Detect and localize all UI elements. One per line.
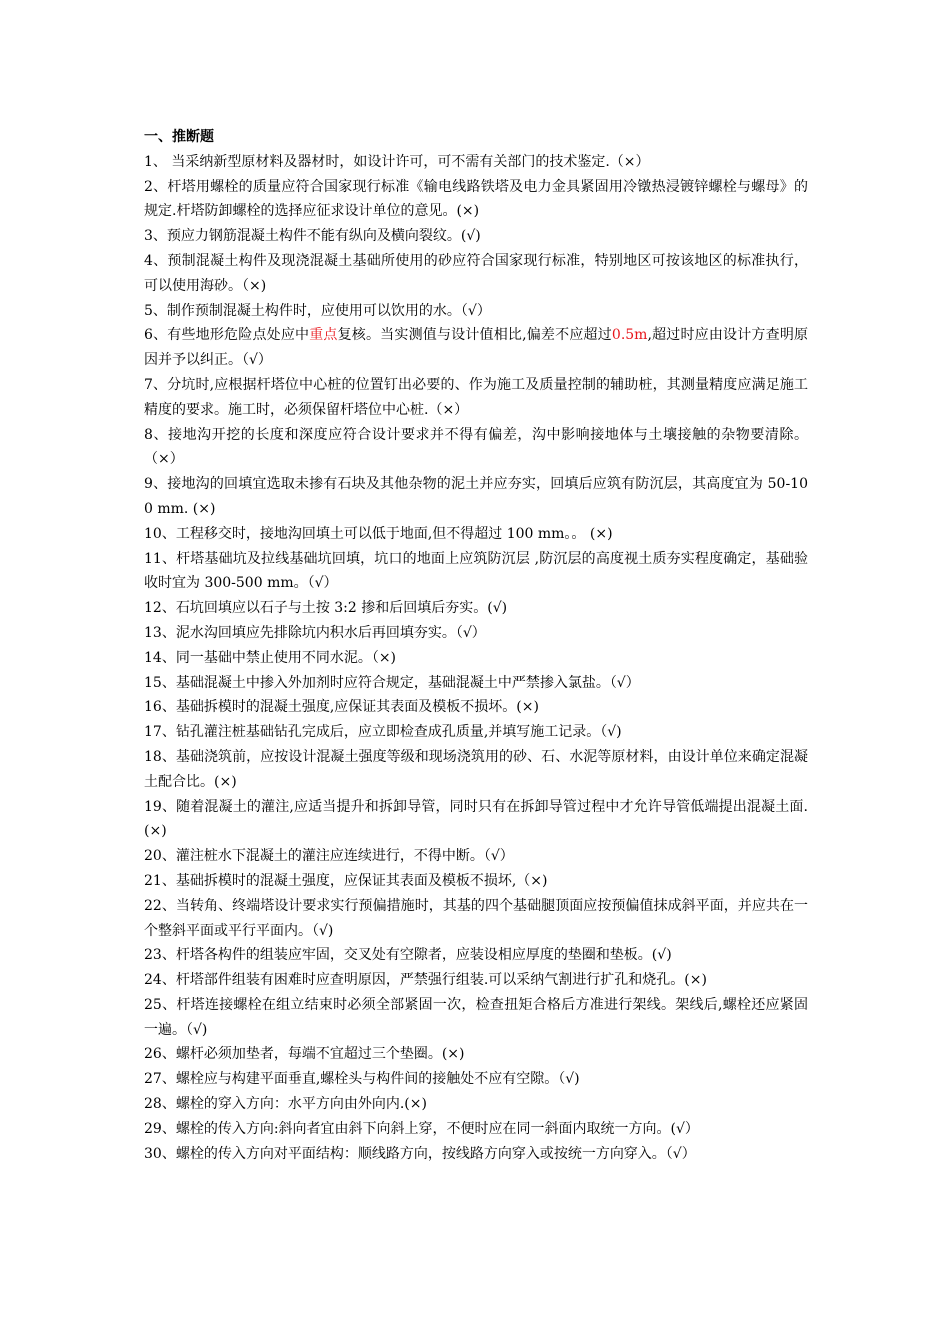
question-item-30: 30、螺栓的传入方向对平面结构：顺线路方向，按线路方向穿入或按统一方向穿入。（√） [144, 1145, 696, 1162]
question-item-13: 13、泥水沟回填应先排除坑内积水后再回填夯实。（√） [144, 624, 486, 641]
question-item-25: 25、杆塔连接螺栓在组立结束时必须全部紧固一次，检查扭矩合格后方准进行架线。架线后,螺栓还应紧固一遍。（√) [144, 996, 808, 1038]
question-item-24: 24、杆塔部件组装有困难时应查明原因，严禁强行组装.可以采纳气割进行扩孔和烧孔。(×) [144, 972, 707, 989]
question-item-3: 3、预应力钢筋混凝土构件不能有纵向及横向裂纹。(√) [144, 228, 481, 245]
question-item-10: 10、工程移交时，接地沟回填土可以低于地面,但不得超过 100 mm。。 (×) [144, 525, 613, 542]
question-item-6-text-start: 6、有些地形危险点处应中 [144, 327, 310, 344]
question-item-23: 23、杆塔各构件的组装应牢固，交叉处有空隙者，应装设相应厚度的垫圈和垫板。(√) [144, 947, 672, 964]
question-item-11: 11、杆塔基础坑及拉线基础坑回填，坑口的地面上应筑防沉层 ,防沉层的高度视土质夯实程度确定，基础验收时宜为 300-500 mm。（√） [144, 550, 808, 592]
question-item-17: 17、钻孔灌注桩基础钻孔完成后，应立即检查成孔质量,并填写施工记录。（√) [144, 724, 622, 741]
question-item-20: 20、灌注桩水下混凝土的灌注应连续进行，不得中断。（√） [144, 848, 514, 865]
question-item-28: 28、螺栓的穿入方向：水平方向由外向内.(×) [144, 1096, 427, 1113]
question-item-6-text-end: ,超过时应由设计方查明原因并予以纠正。（√） [144, 327, 809, 369]
question-item-27: 27、螺栓应与构建平面垂直,螺栓头与构件间的接触处不应有空隙。（√) [144, 1071, 580, 1088]
document-page [144, 125, 808, 1166]
question-item-4: 4、预制混凝土构件及现浇混凝土基础所使用的砂应符合国家现行标准，特别地区可按该地区的标准执行，可以使用海砂。（×) [144, 252, 808, 294]
highlight-key-point: 重点 [309, 327, 338, 344]
question-item-9: 9、接地沟的回填宜选取未掺有石块及其他杂物的泥土并应夯实，回填后应筑有防沉层，其高度宜为 50-100 mm. (×) [144, 476, 808, 517]
section-title: 一、推断题 [144, 129, 214, 145]
question-item-26: 26、螺杆必须加垫者，每端不宜超过三个垫圈。(×) [144, 1046, 465, 1063]
question-item-21: 21、基础拆模时的混凝土强度，应保证其表面及模板不损坏,（×) [144, 872, 548, 889]
question-item-2: 2、杆塔用螺栓的质量应符合国家现行标准《输电线路铁塔及电力金具紧固用冷镦热浸镀锌螺栓与螺母》的规定.杆塔防卸螺栓的选择应征求设计单位的意见。(×) [144, 178, 808, 220]
question-item-6-text-mid: 复核。当实测值与设计值相比,偏差不应超过 [337, 327, 612, 344]
question-item-5: 5、制作预制混凝土构件时，应使用可以饮用的水。（√） [144, 302, 491, 319]
question-item-14: 14、同一基础中禁止使用不同水泥。（×) [144, 649, 397, 666]
question-item-8: 8、接地沟开挖的长度和深度应符合设计要求并不得有偏差，沟中影响接地体与土壤接触的杂物要清除。（×） [144, 426, 808, 468]
question-item-12: 12、石坑回填应以石子与土按 3:2 掺和后回填后夯实。(√) [144, 600, 508, 617]
question-item-22: 22、当转角、终端塔设计要求实行预偏措施时，其基的四个基础腿顶面应按预偏值抹成斜平面，并应共在一个整斜平面或平行平面内。（√) [144, 897, 808, 939]
question-item-15: 15、基础混凝土中掺入外加剂时应符合规定，基础混凝土中严禁掺入氯盐。（√） [144, 674, 640, 691]
question-item-7: 7、分坑时,应根据杆塔位中心桩的位置钉出必要的、作为施工及质量控制的辅助桩，其测量精度应满足施工精度的要求。施工时，必须保留杆塔位中心桩.（×） [144, 376, 808, 418]
question-item-19: 19、随着混凝土的灌注,应适当提升和拆卸导管，同时只有在拆卸导管过程中才允许导管低端提出混凝土面.(×) [144, 798, 808, 840]
question-item-29: 29、螺栓的传入方向:斜向者宜由斜下向斜上穿，不便时应在同一斜面内取统一方向。(√） [144, 1120, 699, 1137]
question-item-1: 1、 当采纳新型原材料及器材时，如设计许可，可不需有关部门的技术鉴定.（×） [144, 153, 650, 170]
question-item-18: 18、基础浇筑前，应按设计混凝土强度等级和现场浇筑用的砂、石、水泥等原材料，由设计单位来确定混凝土配合比。(×) [144, 748, 808, 790]
question-item-6 [144, 323, 808, 373]
question-item-16: 16、基础拆模时的混凝土强度,应保证其表面及模板不损坏。(×) [144, 699, 539, 716]
highlight-tolerance: 0.5m [611, 327, 648, 344]
